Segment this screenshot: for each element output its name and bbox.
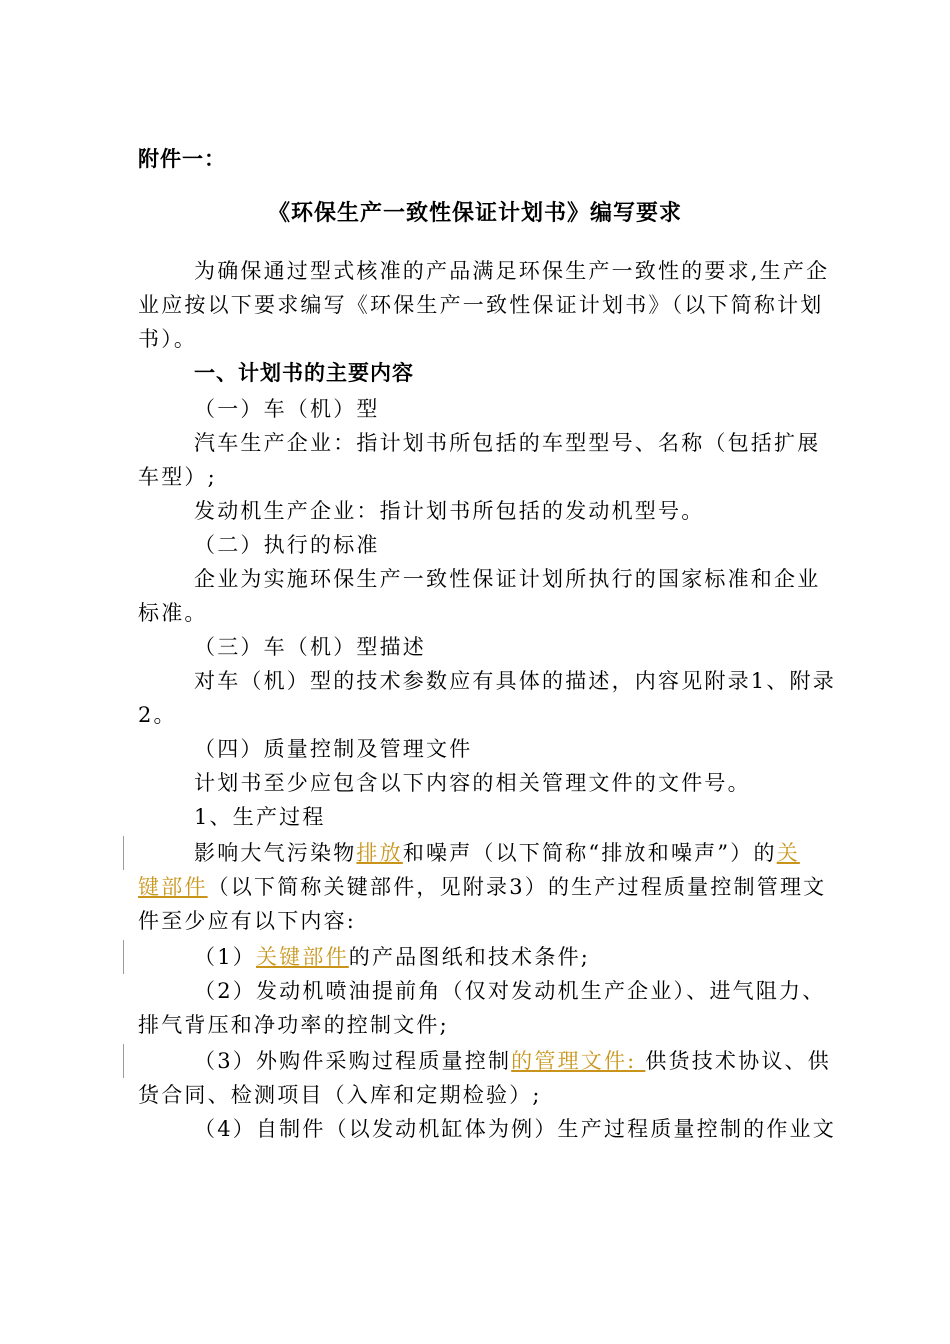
revision-link-guanliwenjian[interactable]: 的管理文件: bbox=[511, 1049, 646, 1073]
item1-paragraph-line-3: 件至少应有以下内容: bbox=[138, 909, 357, 933]
sub4-heading: （四）质量控制及管理文件 bbox=[194, 737, 473, 761]
sub2-heading: （二）执行的标准 bbox=[194, 533, 380, 557]
revision-link-jianbujian[interactable]: 键部件 bbox=[138, 875, 208, 899]
document-title: 《环保生产一致性保证计划书》编写要求 bbox=[267, 200, 682, 226]
sub1-heading: （一）车（机）型 bbox=[194, 397, 380, 421]
intro-line-3: 书）。 bbox=[138, 327, 198, 351]
revision-bar bbox=[123, 940, 124, 974]
sub4-paragraph: 计划书至少应包含以下内容的相关管理文件的文件号。 bbox=[194, 771, 751, 795]
list-item-3-line-1 bbox=[194, 1044, 831, 1078]
list-item-1-rest: 的产品图纸和技术条件; bbox=[348, 945, 591, 969]
intro-line-1: 为确保通过型式核准的产品满足环保生产一致性的要求,生产企 bbox=[194, 259, 830, 283]
item1-heading: 1、生产过程 bbox=[194, 805, 326, 829]
attachment-label: 附件一： bbox=[138, 147, 226, 171]
sub3-paragraph-line-1: 对车（机）型的技术参数应有具体的描述，内容见附录1、附录 bbox=[194, 669, 836, 693]
revision-link-guan[interactable]: 关 bbox=[776, 841, 800, 865]
list-item-1-prefix: （1） bbox=[194, 945, 256, 969]
list-item-2-line-2: 排气背压和净功率的控制文件; bbox=[138, 1013, 449, 1037]
list-item-1 bbox=[194, 940, 814, 974]
revision-link-paifang[interactable]: 排放 bbox=[356, 841, 403, 865]
revision-bar bbox=[123, 1044, 124, 1078]
sub1-paragraph-1-line-2: 车型）; bbox=[138, 465, 217, 489]
item1-paragraph-line-2 bbox=[138, 870, 827, 904]
item1-paragraph-line-1 bbox=[194, 836, 814, 870]
item1-text-a: 影响大气污染物 bbox=[194, 841, 357, 865]
item1-text-b: 和噪声（以下简称“排放和噪声”）的 bbox=[402, 841, 777, 865]
revision-bar bbox=[123, 836, 124, 870]
sub1-paragraph-1-line-1: 汽车生产企业：指计划书所包括的车型型号、名称（包括扩展 bbox=[194, 431, 821, 455]
item1-text-c: （以下简称关键部件，见附录3）的生产过程质量控制管理文 bbox=[207, 875, 827, 899]
list-item-2-line-1: （2）发动机喷油提前角（仅对发动机生产企业）、进气阻力、 bbox=[194, 979, 826, 1003]
intro-line-2: 业应按以下要求编写《环保生产一致性保证计划书》（以下简称计划 bbox=[138, 293, 824, 317]
list-item-3-line-2: 货合同、检测项目（入库和定期检验）; bbox=[138, 1083, 542, 1107]
sub2-paragraph-line-2: 标准。 bbox=[138, 601, 208, 625]
list-item-4-line-1: （4）自制件（以发动机缸体为例）生产过程质量控制的作业文 bbox=[194, 1117, 836, 1141]
section1-heading: 一、计划书的主要内容 bbox=[194, 361, 414, 385]
sub3-paragraph-line-2: 2。 bbox=[138, 703, 177, 727]
sub2-paragraph-line-1: 企业为实施环保生产一致性保证计划所执行的国家标准和企业 bbox=[194, 567, 821, 591]
sub1-paragraph-2: 发动机生产企业：指计划书所包括的发动机型号。 bbox=[194, 499, 705, 523]
list-item-3-rest: 供货技术协议、供 bbox=[645, 1049, 831, 1073]
sub3-heading: （三）车（机）型描述 bbox=[194, 635, 426, 659]
list-item-3-prefix: （3）外购件采购过程质量控制 bbox=[194, 1049, 512, 1073]
revision-link-guanjianbujian[interactable]: 关键部件 bbox=[255, 945, 349, 969]
